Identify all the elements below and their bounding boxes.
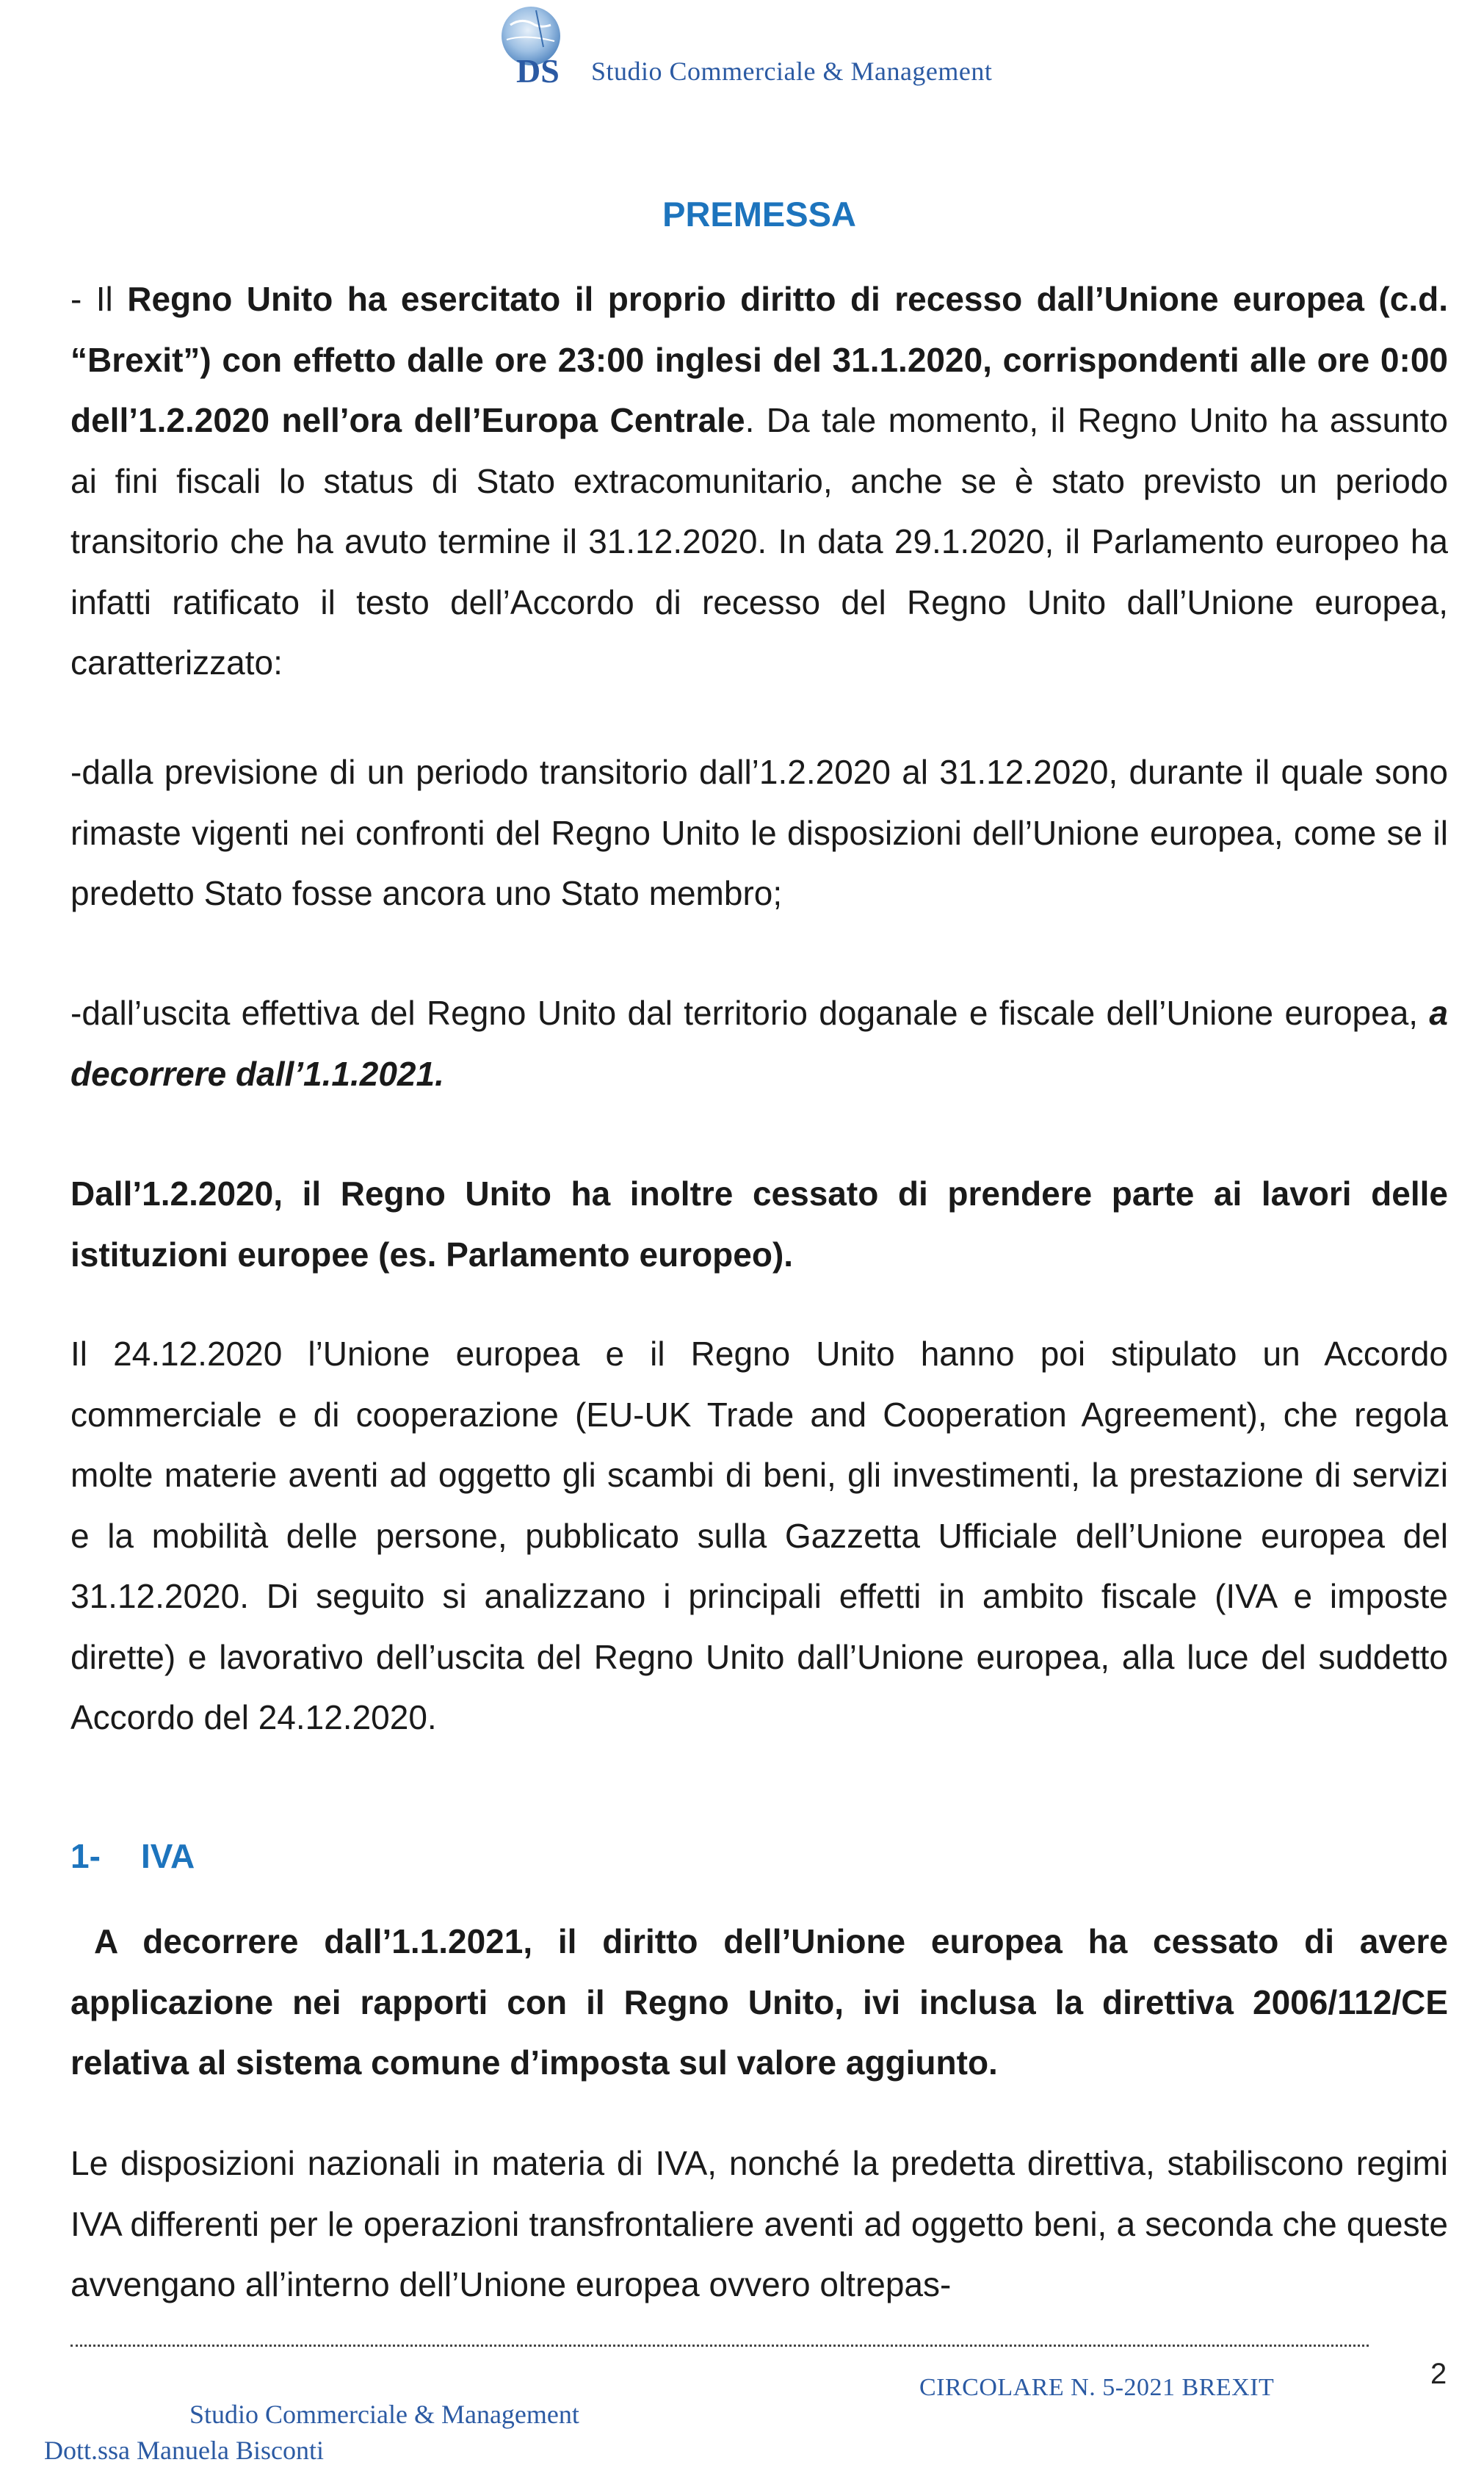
p3-bold-italic: a decorrere dall’1.1.2021. — [70, 994, 1448, 1093]
footer-divider — [70, 2345, 1369, 2347]
paragraph-transitorio: -dalla previsione di un periodo transitorio dall’1.2.2020 al 31.12.2020, durante il quale sono rimaste vigenti nei confronti del Regno Unito le disposizioni dell’Unione europea, come se il predetto Stato fosse ancora uno Stato membro; — [70, 753, 1448, 912]
p3-text: -dall’uscita effettiva del Regno Unito dal territorio doganale e fiscale dell’Unione europea, — [70, 994, 1430, 1032]
footer-author-cut: Dott.ssa Manuela Bisconti — [44, 2436, 324, 2465]
paragraph-accordo: Il 24.12.2020 l’Unione europea e il Regno Unito hanno poi stipulato un Accordo commerciale e di cooperazione (EU-UK Trade and Cooperation Agreement), che regola molte materie aventi ad oggetto gli scambi di beni, gli investimenti, la prestazione di servizi e la mobilità delle persone, pubblicato sulla Gazzetta Ufficiale dell’Unione europea del 31.12.2020. Di seguito si analizzano i principali effetti in ambito fiscale (IVA e imposte dirette) e lavorativo dell’uscita del Regno Unito dall’Unione europea, alla luce del suddetto Accordo del 24.12.2020. — [70, 1335, 1448, 1736]
paragraph-iva-bold: A decorrere dall’1.1.2021, il diritto dell’Unione europea ha cessato di avere applicazione nei rapporti con il Regno Unito, ivi inclusa la direttiva 2006/112/CE relativa al sistema comune d’imposta sul valore aggiunto. — [70, 1922, 1448, 2082]
p1-bold: Regno Unito ha esercitato il proprio diritto di recesso dall’Unione europea (c.d. “Brexit”) con effetto dalle ore 23:00 inglesi del 31.1.2020, corrispondenti alle ore 0:00 dell’1.2.2020 nell’ora dell’Europa Centrale — [70, 280, 1448, 439]
header-firm-name: Studio Commerciale & Management — [591, 57, 993, 86]
heading-iva — [70, 1836, 195, 1876]
globe-logo-icon — [481, 3, 580, 90]
paragraph-iva-regimi: Le disposizioni nazionali in materia di IVA, nonché la predetta direttiva, stabiliscono regimi IVA differenti per le operazioni transfrontaliere aventi ad oggetto beni, a seconda che queste avvengano all’interno dell’Unione europea ovvero oltrepas- — [70, 2144, 1448, 2303]
paragraph-uscita — [70, 983, 1448, 1104]
page-header — [0, 0, 1484, 110]
paragraph-istituzioni: Dall’1.2.2020, il Regno Unito ha inoltre cessato di prendere parte ai lavori delle istituzioni europee (es. Parlamento europeo). — [70, 1174, 1448, 1274]
section-title: PREMESSA — [662, 195, 856, 234]
footer-circular: CIRCOLARE N. 5-2021 BREXIT — [919, 2374, 1275, 2401]
logo-text: DS — [516, 52, 560, 90]
p1-text-b: . Da tale momento, il Regno Unito ha assunto ai fini fiscali lo status di Stato extracomunitario, anche se è stato previsto un periodo transitorio che ha avuto termine il 31.12.2020. In data 29.1.2020, il Parlamento europeo ha infatti ratificato il testo dell’Accordo di recesso del Regno Unito dall’Unione europea, caratterizzato: — [70, 401, 1448, 682]
page-number: 2 — [1430, 2358, 1447, 2390]
footer-firm-name: Studio Commerciale & Management — [189, 2400, 579, 2429]
paragraph-premessa — [70, 269, 1448, 693]
p1-text-a: - Il — [70, 280, 128, 318]
heading-iva-number: 1- — [70, 1837, 101, 1875]
heading-iva-label: IVA — [141, 1837, 195, 1875]
